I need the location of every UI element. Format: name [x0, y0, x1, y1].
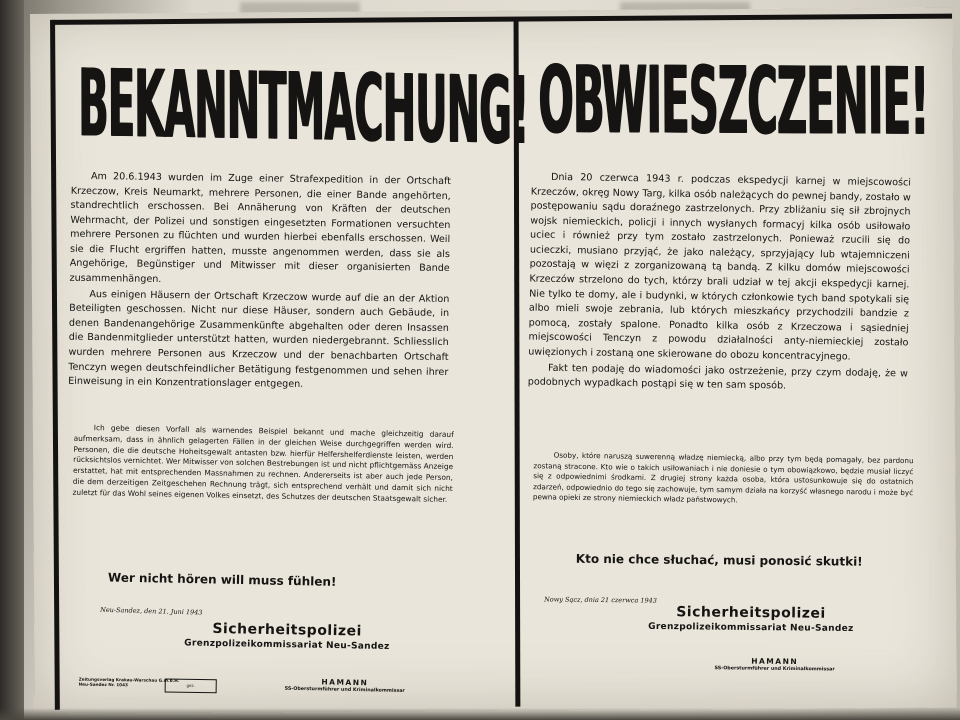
german-body	[68, 170, 451, 396]
german-motto: Wer nicht hören will muss fühlen!	[107, 570, 337, 589]
german-signature-name: HAMANN	[321, 677, 369, 688]
polish-issuing-office	[648, 604, 854, 634]
polish-headline: OBWIESZCZENIE!	[538, 46, 929, 158]
poster-sheet	[30, 8, 957, 714]
german-warning-text	[72, 423, 453, 506]
german-office-name: Sicherheitspolizei	[212, 620, 363, 640]
polish-announcement	[527, 22, 935, 705]
german-announcement	[68, 25, 529, 708]
photo-left-shadow	[0, 0, 24, 720]
german-signature-rank: SS-Obersturmführer und Kriminalkommissar	[284, 686, 405, 694]
polish-signature-rank: SS-Obersturmführer und Kriminalkommissar	[714, 666, 835, 673]
german-signature	[285, 677, 406, 694]
polish-signature	[714, 656, 834, 672]
german-office-sub: Grenzpolizeikommissariat Neu-Sandez	[184, 638, 390, 653]
printer-line: Neu-Sandez Nr. 1043	[78, 682, 128, 688]
poster-border-left	[50, 20, 60, 710]
polish-dateline: Nowy Sącz, dnia 21 czerwca 1943	[544, 595, 657, 605]
polish-warning-paragraph: Osoby, które naruszą suwerenną władzę niemiecką, albo przy tym będą pomagały, bez pardonu zostaną stracone. Kto wie o takich usiłowaniach i nie doniesie o tym obowiązkowo, będzie musiał liczyć się z odpowiednimi środkami. Z drugiej strony każda osoba, która ustosunkowuje się do ostatnich zdarzeń, odpowiednio do tego się zachowuje, tym samym działa na korzyść własnego narodu i może być pewna opieki ze strony niemieckich władz państwowych.	[532, 450, 914, 505]
german-paragraph: Aus einigen Häusern der Ortschaft Krzeczow wurde auf die an der Aktion Beteiligten geschossen. Nicht nur diese Häuser, sondern auch Gebäude, in denen Bandenangehörige Zusammenkünfte abgehalten oder deren Insassen die Bandenmitglieder unterstützt hatten, wurden niedergebrannt. Schliesslich wurden mehrere Personen aus Krzeczow und der benachbarten Ortschaft Tenczyn wegen deutschfeindlicher Betätigung festgenommen und sehen ihrer Einweisung in ein Konzentrationslager entgegen.	[68, 288, 450, 391]
polish-body	[528, 171, 911, 398]
printer-line: Zeitungsverlag Krakau-Warschau G.m.b.H.	[78, 676, 180, 684]
polish-signature-name: HAMANN	[751, 656, 799, 667]
german-paragraph: Am 20.6.1943 wurden im Zuge einer Strafexpedition in der Ortschaft Krzeczow, Kreis Neumarkt, mehrere Personen, die einer Bande angehörten, standrechtlich erschossen. Bei Annäherung von Kräften der deutschen Wehrmacht, der Polizei und sonstigen eingesetzten Formationen versuchten mehrere Personen zu flüchten und wurden hierbei ebenfalls erschossen. Weil sie die Flucht ergriffen hatten, musste angenommen werden, dass sie als Angehörige, Begünstiger und Mitwisser mit dieser organisierten Bande zusammenhängen.	[69, 170, 452, 286]
german-headline: BEKANNTMACHUNG!	[78, 49, 529, 167]
stamp-box: gez.	[165, 679, 217, 694]
german-warning-paragraph: Ich gebe diesen Vorfall als warnendes Beispiel bekannt und mache gleichzeitig darauf aufmerksam, dass in ähnlich gelagerten Fällen in der gleichen Weise durchgegriffen werden wird. Personen, die die deutsche Hoheitsgewalt antasten bzw. hierfür Helfershelferdienste leisten, werden rücksichtslos vernichtet. Wer Mitwisser von solchen Bestrebungen ist und nicht pflichtgemäss Anzeige erstattet, hat mit entsprechenden Massnahmen zu rechnen. Andererseits ist aber auch jede Person, die dem derzeitigen Zeitgeschehen Rechnung trägt, sich entsprechend verhält und damit sich nicht zuletzt für das Wohl seines eigenen Volkes einsetzt, des Schutzes der deutschen Staatsgewalt sicher.	[72, 423, 454, 504]
polish-paragraph: Fakt ten podaję do wiadomości jako ostrzeżenie, przy czym dodaję, że w podobnych wypadkach postąpi się w ten sam sposób.	[527, 362, 909, 392]
polish-paragraph: Dnia 20 czerwca 1943 r. podczas ekspedycji karnej w miejscowości Krzeczów, okręg Nowy Targ, kilka osób należących do pewnej bandy, zostało w postępowaniu sądu doraźnego zastrzelonych. Przy zbliżaniu się sił zbrojnych wojsk niemieckich, policji i innych wysłanych formacyj kilka osób usiłowało uciec i również przy tym zostało zastrzelonych. Ponieważ rzucili się do ucieczki, musiano przyjąć, że jako należący, sprzyjający lub wtajemniczeni pozostają w więzi z zorganizowaną tą bandą. Z kilku domów miejscowości Krzeczów strzelono do tych, którzy brali udział w tej akcji ekspedycji karnej. Nie tylko te domy, ale i budynki, w których członkowie tych band spotykali się albo mieli swoje zebrania, lub których mieszkańcy przychodzili bandzie z pomocą, zostały spalone. Ponadto kilka osób z Krzeczowa i sąsiedniej miejscowości Tenczyn z powodu działalności anty-niemieckiej zostało uwięzionych i zostaną one skierowane do obozu koncentracyjnego.	[528, 171, 912, 363]
german-dateline: Neu-Sandez, den 21. Juni 1943	[100, 605, 203, 617]
polish-motto: Kto nie chce słuchać, musi ponosić skutki!	[575, 551, 863, 569]
polish-warning-text	[533, 450, 914, 509]
german-issuing-office	[184, 620, 390, 652]
photo-bottom-shadow	[0, 708, 960, 720]
polish-office-sub: Grenzpolizeikommissariat Neu-Sandez	[648, 621, 854, 635]
polish-office-name: Sicherheitspolizei	[676, 604, 826, 622]
